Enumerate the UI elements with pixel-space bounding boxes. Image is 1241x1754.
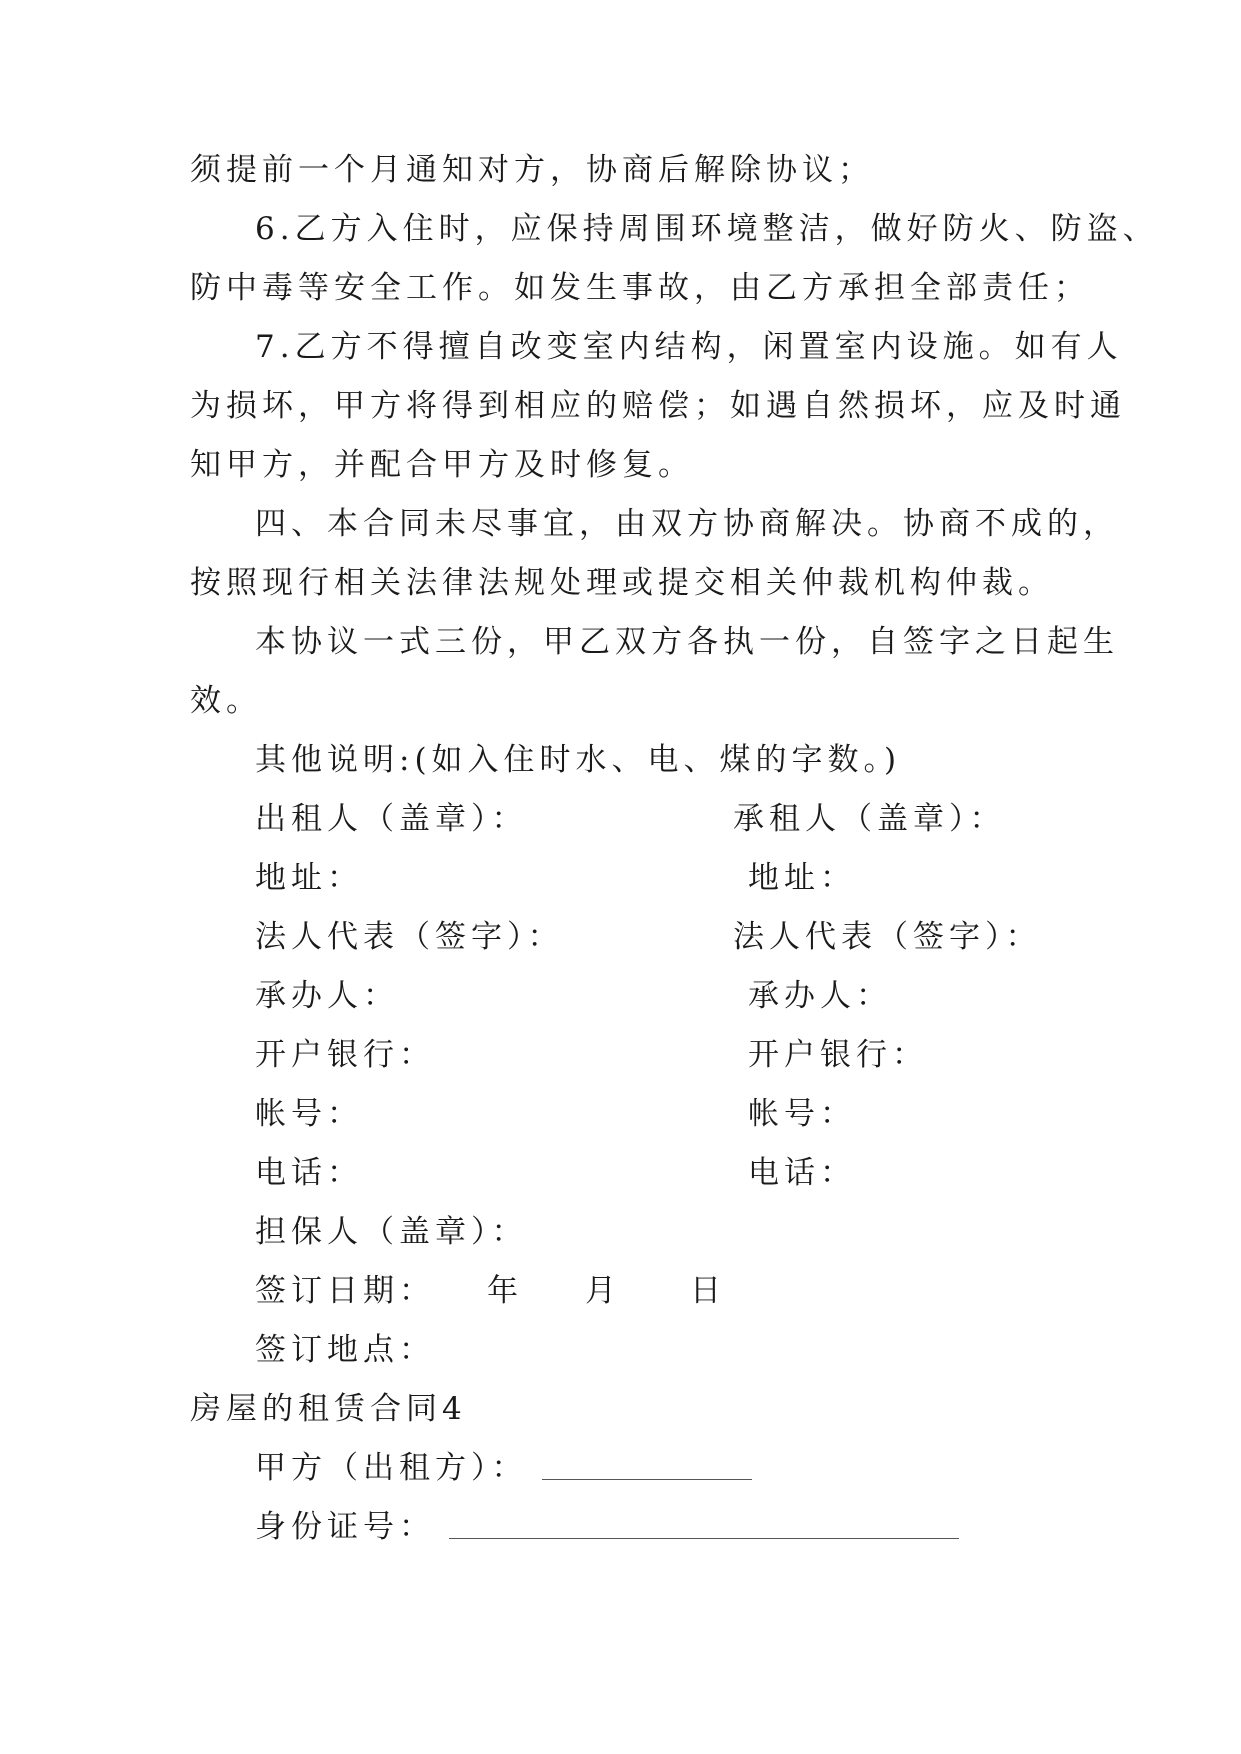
sign-place-label: 签订地点：	[255, 1332, 435, 1368]
paragraph-line: 本协议一式三份，甲乙双方各执一份，自签字之日起生	[255, 624, 1119, 660]
id-number-row	[255, 1507, 959, 1547]
lessee-seal-label: 承租人（盖章）：	[733, 801, 1006, 837]
paragraph-line: 知甲方，并配合甲方及时修复。	[190, 447, 694, 483]
party-a-blank	[542, 1459, 752, 1480]
other-notes: 其他说明:(如入住时水、电、煤的字数。)	[255, 742, 902, 778]
id-number-blank	[449, 1518, 959, 1539]
lessor-bank-label: 开户银行：	[255, 1037, 435, 1073]
sign-date-day: 日	[690, 1273, 726, 1309]
sign-date-month: 月	[585, 1273, 621, 1309]
paragraph-line: 须提前一个月通知对方，协商后解除协议；	[190, 152, 874, 188]
paragraph-line: 6.乙方入住时，应保持周围环境整洁，做好防火、防盗、	[255, 211, 1159, 247]
lessor-seal-label: 出租人（盖章）：	[255, 801, 528, 837]
party-a-row	[255, 1448, 752, 1488]
lessor-handler-label: 承办人：	[255, 978, 399, 1014]
lessee-address-label: 地址：	[748, 860, 856, 896]
sign-date-label: 签订日期：	[255, 1273, 435, 1309]
paragraph-line: 效。	[190, 683, 262, 719]
paragraph-line: 按照现行相关法律法规处理或提交相关仲裁机构仲裁。	[190, 565, 1054, 601]
sign-date-year: 年	[487, 1273, 523, 1309]
id-number-label: 身份证号：	[255, 1509, 435, 1545]
lessor-account-label: 帐号：	[255, 1096, 363, 1132]
lessee-legal-rep-label: 法人代表（签字）：	[733, 919, 1042, 955]
paragraph-line: 7.乙方不得擅自改变室内结构，闲置室内设施。如有人	[255, 329, 1123, 365]
lessor-address-label: 地址：	[255, 860, 363, 896]
lessee-handler-label: 承办人：	[748, 978, 892, 1014]
paragraph-line: 防中毒等安全工作。如发生事故，由乙方承担全部责任；	[190, 270, 1090, 306]
lessor-phone-label: 电话：	[255, 1155, 363, 1191]
paragraph-line: 为损坏，甲方将得到相应的赔偿；如遇自然损坏，应及时通	[190, 388, 1126, 424]
lessee-bank-label: 开户银行：	[748, 1037, 928, 1073]
lessee-account-label: 帐号：	[748, 1096, 856, 1132]
lessor-legal-rep-label: 法人代表（签字）：	[255, 919, 564, 955]
guarantor-label: 担保人（盖章）：	[255, 1214, 528, 1250]
paragraph-line: 四、本合同未尽事宜，由双方协商解决。协商不成的，	[255, 506, 1119, 542]
next-contract-title: 房屋的租赁合同4	[190, 1391, 467, 1427]
party-a-label: 甲方（出租方）：	[255, 1450, 528, 1486]
lessee-phone-label: 电话：	[748, 1155, 856, 1191]
